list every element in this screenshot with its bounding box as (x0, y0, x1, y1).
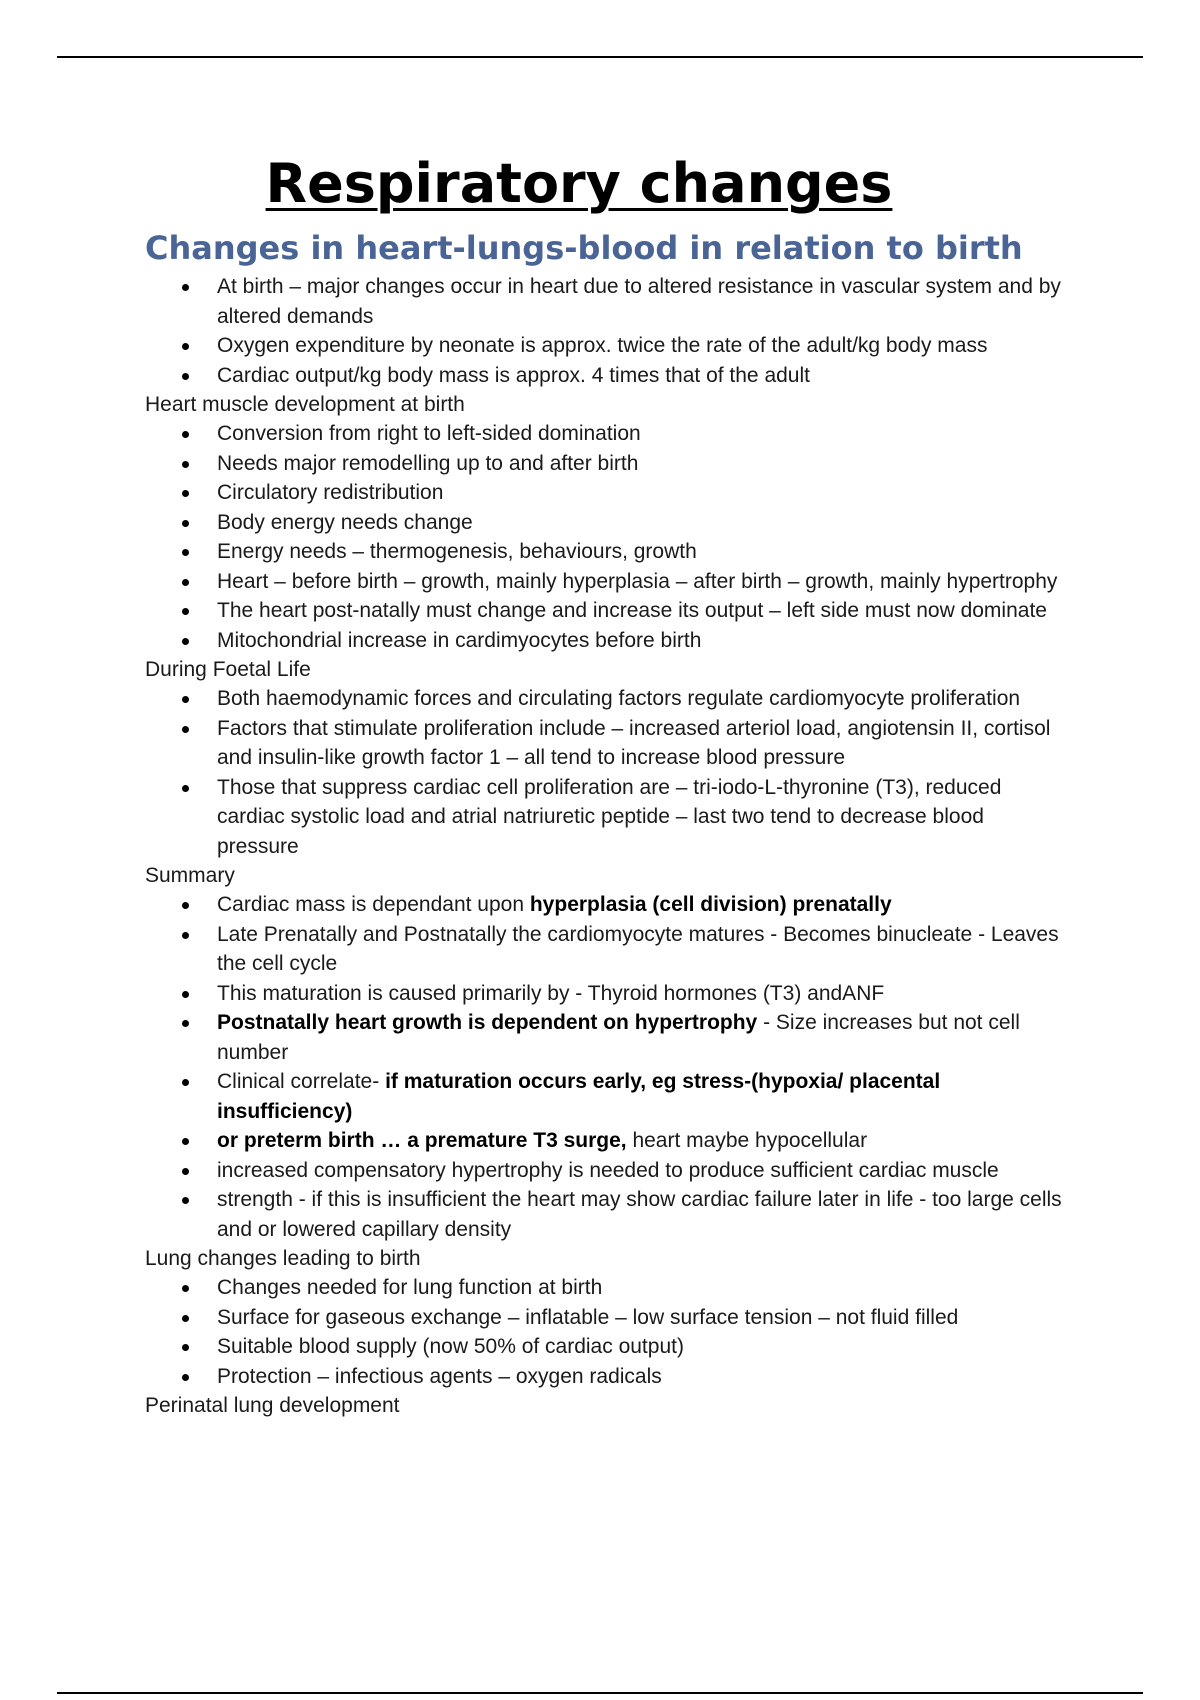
list-item: increased compensatory hypertrophy is needed to produce sufficient cardiac muscle (217, 1156, 1065, 1186)
list-item: Heart – before birth – growth, mainly hyperplasia – after birth – growth, mainly hypertrophy (217, 567, 1065, 597)
list-item: Protection – infectious agents – oxygen radicals (217, 1362, 1065, 1392)
bullet-icon (182, 1315, 189, 1322)
bullet-icon (182, 431, 189, 438)
list-item: Energy needs – thermogenesis, behaviours, growth (217, 537, 1065, 567)
bullet-icon (182, 1168, 189, 1175)
bullet-icon (182, 549, 189, 556)
bullet-icon (182, 932, 189, 939)
list-item: Factors that stimulate proliferation include – increased arteriol load, angiotensin II, cortisol and insulin-like growth factor 1 – all tend to increase blood pressure (217, 714, 1065, 773)
list-item: or preterm birth … a premature T3 surge, heart maybe hypocellular (217, 1126, 1065, 1156)
list-item: At birth – major changes occur in heart due to altered resistance in vascular system and by altered demands (217, 272, 1065, 331)
intro-list (145, 272, 1065, 390)
bullet-icon (182, 461, 189, 468)
bullet-icon (182, 373, 189, 380)
summary-list (145, 890, 1065, 1244)
section-heading-birth-changes: Changes in heart-lungs-blood in relation to birth (145, 229, 1023, 267)
list-item: Mitochondrial increase in cardimyocytes before birth (217, 626, 1065, 656)
list-item: Body energy needs change (217, 508, 1065, 538)
summary-heading: Summary (145, 864, 235, 887)
list-item: Postnatally heart growth is dependent on hypertrophy - Size increases but not cell number (217, 1008, 1065, 1067)
list-item: Oxygen expenditure by neonate is approx. twice the rate of the adult/kg body mass (217, 331, 1065, 361)
bullet-icon (182, 696, 189, 703)
foetal-heading: During Foetal Life (145, 658, 311, 681)
bullet-icon (182, 902, 189, 909)
list-item: Cardiac mass is dependant upon hyperplasia (cell division) prenatally (217, 890, 1065, 920)
bullet-icon (182, 343, 189, 350)
bullet-icon (182, 991, 189, 998)
bullet-icon (182, 1197, 189, 1204)
bullet-icon (182, 785, 189, 792)
bullet-icon (182, 1020, 189, 1027)
bullet-icon (182, 638, 189, 645)
bullet-icon (182, 490, 189, 497)
heart-heading: Heart muscle development at birth (145, 393, 465, 416)
document-body (145, 138, 1065, 1420)
list-item: Suitable blood supply (now 50% of cardiac output) (217, 1332, 1065, 1362)
bullet-icon (182, 1285, 189, 1292)
lung-list (145, 1273, 1065, 1391)
bullet-icon (182, 1079, 189, 1086)
perinatal-heading: Perinatal lung development (145, 1394, 400, 1417)
list-item: Conversion from right to left-sided domination (217, 419, 1065, 449)
list-item: strength - if this is insufficient the heart may show cardiac failure later in life - too large cells and or lowered capillary density (217, 1185, 1065, 1244)
list-item: Clinical correlate- if maturation occurs early, eg stress-(hypoxia/ placental insufficiency) (217, 1067, 1065, 1126)
bullet-icon (182, 1138, 189, 1145)
bottom-rule (57, 1692, 1143, 1694)
lung-heading: Lung changes leading to birth (145, 1247, 421, 1270)
list-item: Surface for gaseous exchange – inflatable – low surface tension – not fluid filled (217, 1303, 1065, 1333)
bullet-icon (182, 284, 189, 291)
list-item: Changes needed for lung function at birth (217, 1273, 1065, 1303)
bullet-icon (182, 1374, 189, 1381)
list-item: Those that suppress cardiac cell proliferation are – tri-iodo-L-thyronine (T3), reduced cardiac systolic load and atrial natriuretic peptide – last two tend to decrease blood pressure (217, 773, 1065, 862)
bullet-icon (182, 726, 189, 733)
top-rule (57, 56, 1143, 58)
list-item: This maturation is caused primarily by - Thyroid hormones (T3) andANF (217, 979, 1065, 1009)
list-item: Circulatory redistribution (217, 478, 1065, 508)
list-item: Cardiac output/kg body mass is approx. 4 times that of the adult (217, 361, 1065, 391)
list-item: The heart post-natally must change and increase its output – left side must now dominate (217, 596, 1065, 626)
bullet-icon (182, 579, 189, 586)
heart-list (145, 419, 1065, 655)
list-item: Needs major remodelling up to and after birth (217, 449, 1065, 479)
page-title: Respiratory changes (265, 152, 893, 215)
list-item: Both haemodynamic forces and circulating factors regulate cardiomyocyte proliferation (217, 684, 1065, 714)
foetal-list (145, 684, 1065, 861)
bullet-icon (182, 1344, 189, 1351)
bullet-icon (182, 608, 189, 615)
bullet-icon (182, 520, 189, 527)
list-item: Late Prenatally and Postnatally the cardiomyocyte matures - Becomes binucleate - Leaves the cell cycle (217, 920, 1065, 979)
